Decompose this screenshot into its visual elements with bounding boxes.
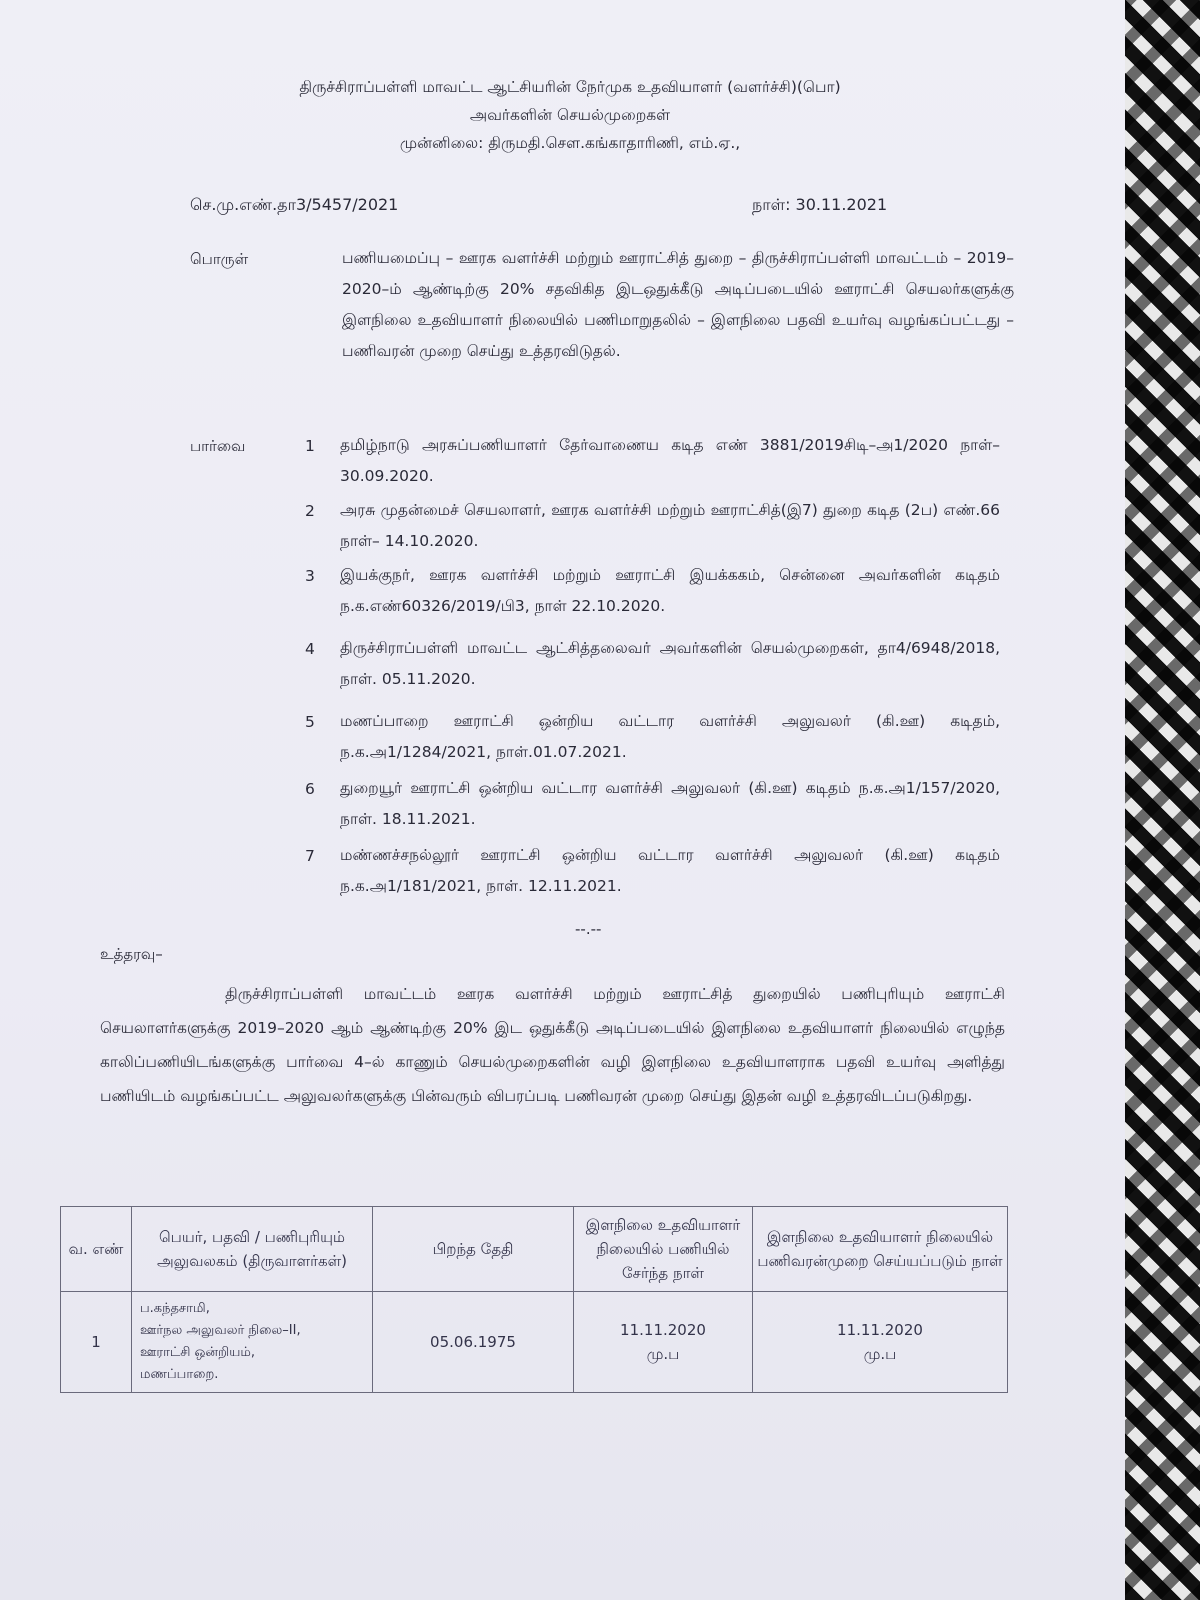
reference-item: தமிழ்நாடு அரசுப்பணியாளர் தேர்வாணைய கடித எண் 3881/2019சிடி–அ1/2020 நாள்–30.09.2020. bbox=[340, 436, 1000, 485]
cell-reg-date bbox=[753, 1292, 1008, 1393]
join-note: மு.ப bbox=[646, 1345, 680, 1363]
reference-item: மண்ணச்சநல்லூர் ஊராட்சி ஒன்றிய வட்டார வளர்ச்சி அலுவலர் (கி.ஊ) கடிதம் ந.க.அ1/181/2021, நாள். 12.11.2021. bbox=[340, 846, 1000, 895]
name-line: ஊர்நல அலுவலர் நிலை–II, bbox=[140, 1323, 301, 1338]
reference-date: நாள்: 30.11.2021 bbox=[752, 195, 888, 214]
subject-label: பொருள் bbox=[190, 250, 249, 268]
column-header: வ. எண் bbox=[61, 1207, 132, 1292]
reference-item-number: 7 bbox=[305, 847, 315, 865]
cell-sno: 1 bbox=[61, 1292, 132, 1393]
reference-item: இயக்குநர், ஊரக வளர்ச்சி மற்றும் ஊராட்சி இயக்ககம், சென்னை அவர்களின் கடிதம் ந.க.எண்60326/2019/பி3, நாள் 22.10.2020. bbox=[340, 566, 1000, 615]
name-line: ப.கந்தசாமி, bbox=[140, 1301, 210, 1316]
reference-item: அரசு முதன்மைச் செயலாளர், ஊரக வளர்ச்சி மற்றும் ஊராட்சித்(இ7) துறை கடித (2ப) எண்.66 நாள்– 14.10.2020. bbox=[340, 501, 1000, 550]
reference-item-number: 3 bbox=[305, 567, 315, 585]
table-row bbox=[61, 1292, 1008, 1393]
header-line-2: அவர்களின் செயல்முறைகள் bbox=[469, 106, 671, 124]
column-header: இளநிலை உதவியாளர் நிலையில் பணிவரன்முறை செய்யப்படும் நாள் bbox=[753, 1207, 1008, 1292]
order-label: உத்தரவு– bbox=[100, 945, 163, 963]
order-text: திருச்சிராப்பள்ளி மாவட்டம் ஊரக வளர்ச்சி மற்றும் ஊராட்சித் துறையில் பணிபுரியும் ஊராட்சி செயலாளர்களுக்கு 2019–2020 ஆம் ஆண்டிற்கு 20% இட ஒதுக்கீடு அடிப்படையில் இளநிலை உதவியாளர் நிலையில் எழுந்த காலிப்பணியிடங்களுக்கு பார்வை 4–ல் காணும் செயல்முறைகளின் வழி இளநிலை உதவியாளராக பதவி உயர்வு அளித்து பணியிடம் வழங்கப்பட்ட அலுவலர்களுக்கு பின்வரும் விபரப்படி பணிவரன் முறை செய்து இதன் வழி உத்தரவிடப்படுகிறது. bbox=[100, 985, 1005, 1105]
reference-item: துறையூர் ஊராட்சி ஒன்றிய வட்டார வளர்ச்சி அலுவலர் (கி.ஊ) கடிதம் ந.க.அ1/157/2020, நாள். 18.11.2021. bbox=[340, 779, 1000, 828]
reference-item: மணப்பாறை ஊராட்சி ஒன்றிய வட்டார வளர்ச்சி அலுவலர் (கி.ஊ) கடிதம், ந.க.அ1/1284/2021, நாள்.01.07.2021. bbox=[340, 712, 1000, 761]
column-header: இளநிலை உதவியாளர் நிலையில் பணியில் சேர்ந்த நாள் bbox=[574, 1207, 753, 1292]
column-header: பெயர், பதவி / பணிபுரியும் அலுவலகம் (திருவாளர்கள்) bbox=[132, 1207, 373, 1292]
references-label: பார்வை bbox=[190, 437, 246, 455]
reference-item-number: 2 bbox=[305, 502, 315, 520]
column-header: பிறந்த தேதி bbox=[373, 1207, 574, 1292]
cell-name bbox=[132, 1292, 373, 1393]
regularisation-table bbox=[60, 1206, 1008, 1393]
reference-item-number: 4 bbox=[305, 640, 315, 658]
background-pattern bbox=[1125, 0, 1200, 1600]
reference-item-number: 6 bbox=[305, 780, 315, 798]
reference-item-number: 1 bbox=[305, 437, 315, 455]
subject-text: பணியமைப்பு – ஊரக வளர்ச்சி மற்றும் ஊராட்சித் துறை – திருச்சிராப்பள்ளி மாவட்டம் – 2019–2020–ம் ஆண்டிற்கு 20% சதவிகித இடஒதுக்கீடு அடிப்படையில் ஊராட்சி செயலர்களுக்கு இளநிலை உதவியாளர் நிலையில் பணிமாறுதலில் – இளநிலை பதவி உயர்வு வழங்கப்பட்டது – பணிவரன் முறை செய்து உத்தரவிடுதல். bbox=[342, 249, 1014, 360]
reg-note: மு.ப bbox=[863, 1345, 897, 1363]
join-date: 11.11.2020 bbox=[620, 1321, 706, 1339]
header-line-1: திருச்சிராப்பள்ளி மாவட்ட ஆட்சியரின் நேர்முக உதவியாளர் (வளர்ச்சி)(பொ) bbox=[299, 78, 841, 96]
reference-item-number: 5 bbox=[305, 713, 315, 731]
header-line-3: முன்னிலை: திருமதி.செள.கங்காதாரிணி, எம்.ஏ., bbox=[399, 134, 741, 152]
reference-item: திருச்சிராப்பள்ளி மாவட்ட ஆட்சித்தலைவர் அவர்களின் செயல்முறைகள், தா4/6948/2018, நாள். 05.11.2020. bbox=[340, 639, 1000, 688]
cell-dob: 05.06.1975 bbox=[373, 1292, 574, 1393]
table-header-row bbox=[61, 1207, 1008, 1292]
reg-date: 11.11.2020 bbox=[837, 1321, 923, 1339]
name-line: மணப்பாறை. bbox=[140, 1367, 219, 1382]
separator: --.-- bbox=[575, 920, 602, 938]
reference-number: செ.மு.எண்.தா3/5457/2021 bbox=[190, 195, 399, 214]
name-line: ஊராட்சி ஒன்றியம், bbox=[140, 1345, 255, 1360]
cell-join-date bbox=[574, 1292, 753, 1393]
